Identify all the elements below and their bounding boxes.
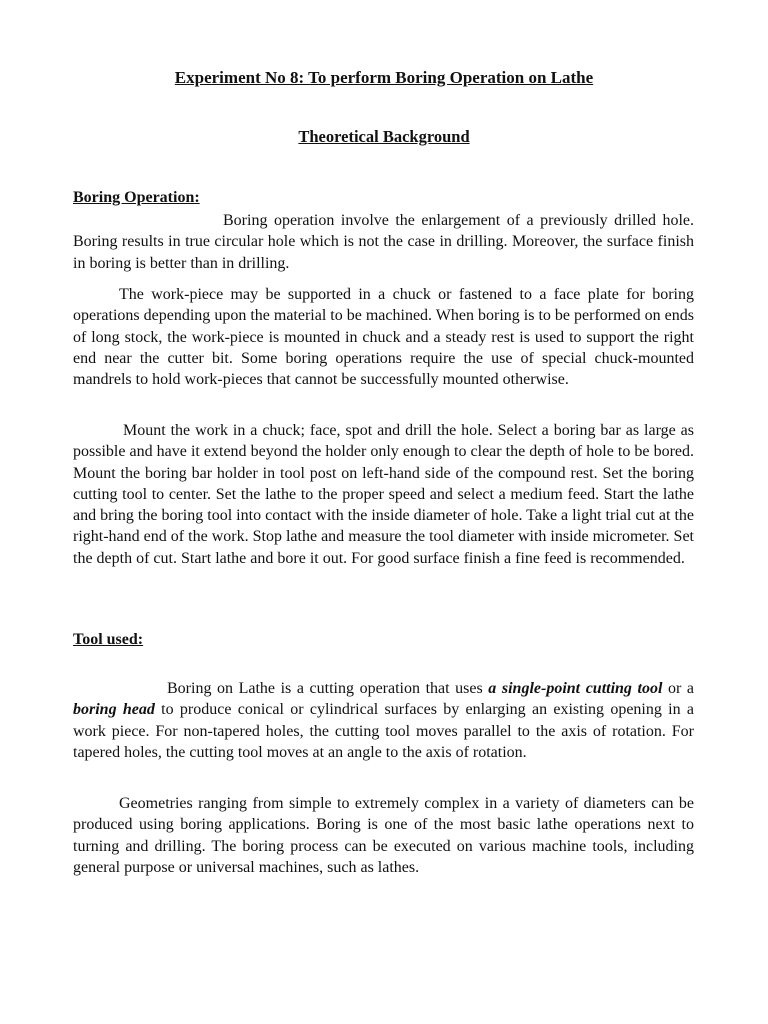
boring-paragraph-2: The work-piece may be supported in a chuck or fastened to a face plate for boring operations depending upon the material to be machined. When boring is to be performed on ends of long stock, the work-piece is mounted in chuck and a steady rest is used to support the right end near the cutter bit. Some boring operations require the use of special chuck-mounted mandrels to hold work-pieces that cannot be successfully mounted otherwise. [73, 286, 694, 389]
emphasis-single-point-cutting-tool: a single-point cutting tool [488, 680, 663, 697]
tool-text-part-1: Boring on Lathe is a cutting operation that uses [167, 680, 489, 697]
tool-text-part-3: to produce conical or cylindrical surfaces by enlarging an existing opening in a work piece. For non-tapered holes, the cutting tool moves parallel to the axis of rotation. For tapered holes, the cutting tool moves at an angle to the axis of rotation. [73, 701, 694, 761]
page-title: Experiment No 8: To perform Boring Operation on Lathe [174, 68, 594, 87]
tool-paragraph-2: Geometries ranging from simple to extremely complex in a variety of diameters can be produced using boring applications. Boring is one of the most basic lathe operations next to turning and drilling. The boring process can be executed on various machine tools, including general purpose or universal machines, such as lathes. [73, 795, 694, 876]
emphasis-boring-head: boring head [73, 701, 155, 719]
section-subtitle: Theoretical Background [298, 127, 470, 146]
boring-paragraph-3: Mount the work in a chuck; face, spot and drill the hole. Select a boring bar as large as possible and have it extend beyond the holder only enough to clear the depth of hole to be bored. Mount the boring bar holder in tool post on left-hand side of the compound rest. Set the boring cutting tool to center. Set the lathe to the proper speed and select a medium feed. Start the lathe and bring the boring tool into contact with the inside diameter of hole. Take a light trial cut at the right-hand end of the work. Stop lathe and measure the tool diameter with inside micrometer. Set the depth of cut. Start lathe and bore it out. For good surface finish a fine feed is recommended. [73, 422, 694, 567]
tool-paragraph-1 [73, 678, 694, 763]
boring-operation-heading: Boring Operation: [73, 189, 200, 206]
boring-paragraph-1: Boring operation involve the enlargement of a previously drilled hole. Boring results in true circular hole which is not the case in drilling. Moreover, the surface finish in boring is better than in drilling. [73, 212, 694, 272]
tool-text-part-2: or a [662, 680, 695, 697]
tool-used-heading: Tool used: [73, 631, 144, 648]
